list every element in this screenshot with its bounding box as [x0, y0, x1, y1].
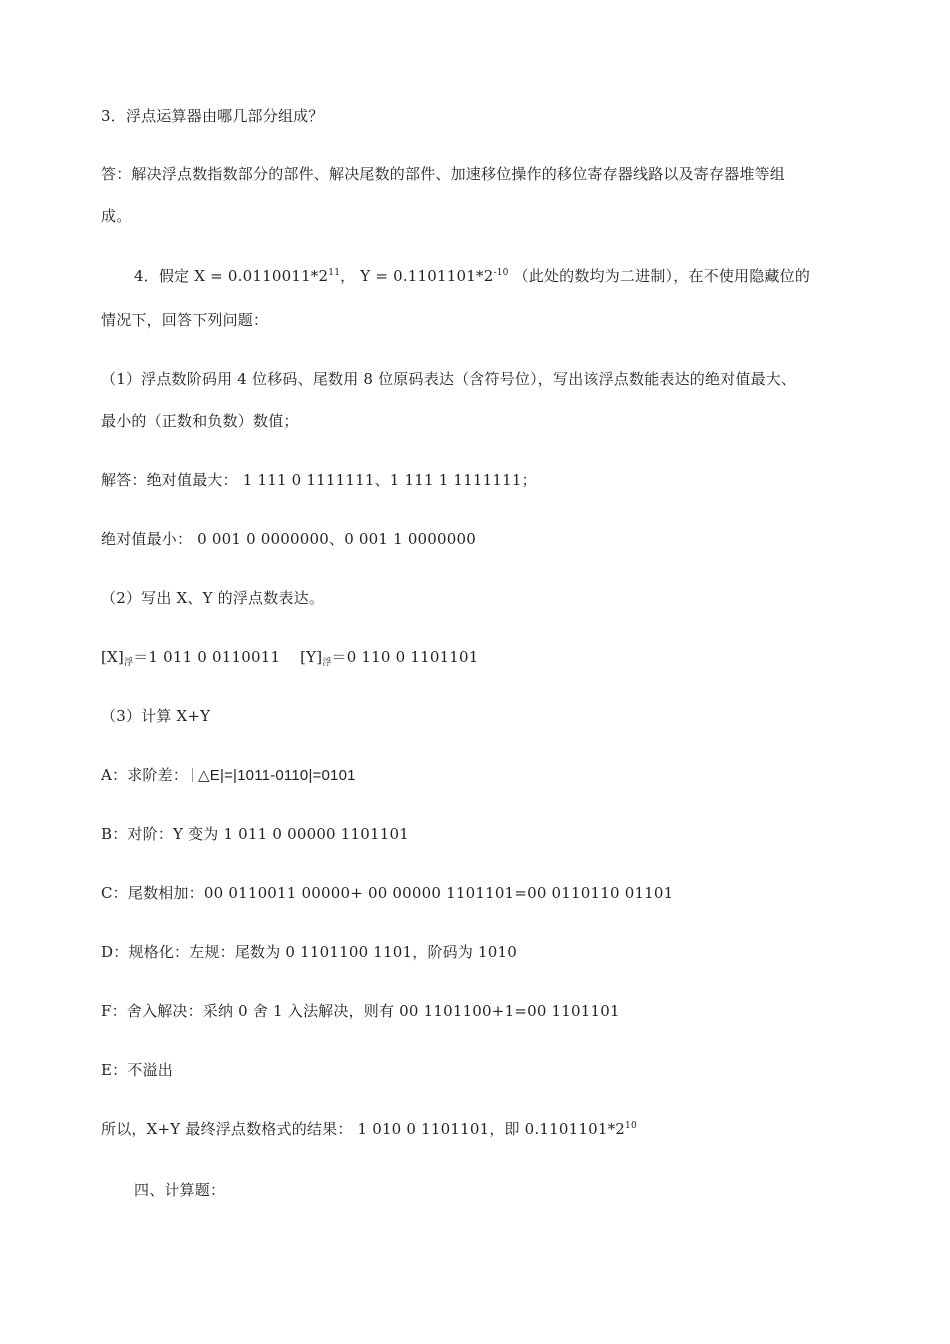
question-4-intro [134, 266, 810, 286]
x-float-prefix: [X] [101, 648, 124, 666]
question-4-intro-text-b: ， Y = 0.1101101*2 [340, 267, 494, 285]
x-float-value: ＝1 011 0 0110011 [133, 648, 301, 666]
step-b: B：对阶：Y 变为 1 011 0 00000 1101101 [101, 825, 409, 843]
cursor-bar-mark [192, 768, 193, 782]
final-result-exponent: 10 [625, 1121, 637, 1131]
part-2-title: （2）写出 X、Y 的浮点数表达。 [101, 589, 325, 607]
step-f: F：舍入解决：采纳 0 舍 1 入法解决，则有 00 1101100+1=00 1101101 [101, 1002, 620, 1020]
part-3-title: （3）计算 X+Y [101, 707, 211, 725]
question-4-intro-text-c: （此处的数均为二进制），在不使用隐藏位的 [508, 267, 811, 285]
step-c: C：尾数相加：00 0110011 00000+ 00 00000 1101101=00 0110110 01101 [101, 884, 674, 902]
question-3: 3．浮点运算器由哪几部分组成？ [101, 107, 324, 125]
answer-3-line-1: 答：解决浮点数指数部分的部件、解决尾数的部件、加速移位操作的移位寄存器线路以及寄存器堆等组 [101, 165, 786, 183]
exponent-y: -10 [493, 268, 509, 278]
part-1-line-1: （1）浮点数阶码用 4 位移码、尾数用 8 位原码表达（含符号位），写出该浮点数能表达的绝对值最大、 [101, 370, 797, 388]
y-float-prefix: [Y] [300, 648, 323, 666]
final-result [101, 1119, 637, 1139]
step-a-label: A：求阶差： [101, 766, 189, 784]
question-4-intro-text-a: 4．假定 X = 0.0110011*2 [134, 267, 329, 285]
step-a [101, 765, 356, 786]
final-result-text: 所以，X+Y 最终浮点数格式的结果： 1 010 0 1101101，即 0.1101101*2 [101, 1120, 626, 1138]
x-float-subscript: 浮 [123, 658, 134, 668]
part-1-answer-min: 绝对值最小： 0 001 0 0000000、0 001 1 0000000 [101, 530, 477, 548]
step-a-value: △E|=|1011-0110|=0101 [198, 767, 356, 784]
part-1-line-2: 最小的（正数和负数）数值； [101, 412, 299, 430]
section-4-heading: 四、计算题： [134, 1181, 226, 1199]
y-float-subscript: 浮 [322, 658, 332, 668]
step-d: D：规格化：左规：尾数为 0 1101100 1101，阶码为 1010 [101, 943, 517, 961]
y-float-value: ＝0 110 0 1101101 [331, 648, 479, 666]
step-e: E：不溢出 [101, 1061, 173, 1079]
exponent-x: 11 [328, 268, 341, 278]
part-1-answer-max: 解答：绝对值最大： 1 111 0 1111111、1 111 1 1111111； [101, 471, 537, 489]
part-2-floating-representations [101, 647, 479, 667]
question-4-intro-line-2: 情况下，回答下列问题： [101, 311, 269, 329]
answer-3-line-2: 成。 [101, 207, 132, 225]
